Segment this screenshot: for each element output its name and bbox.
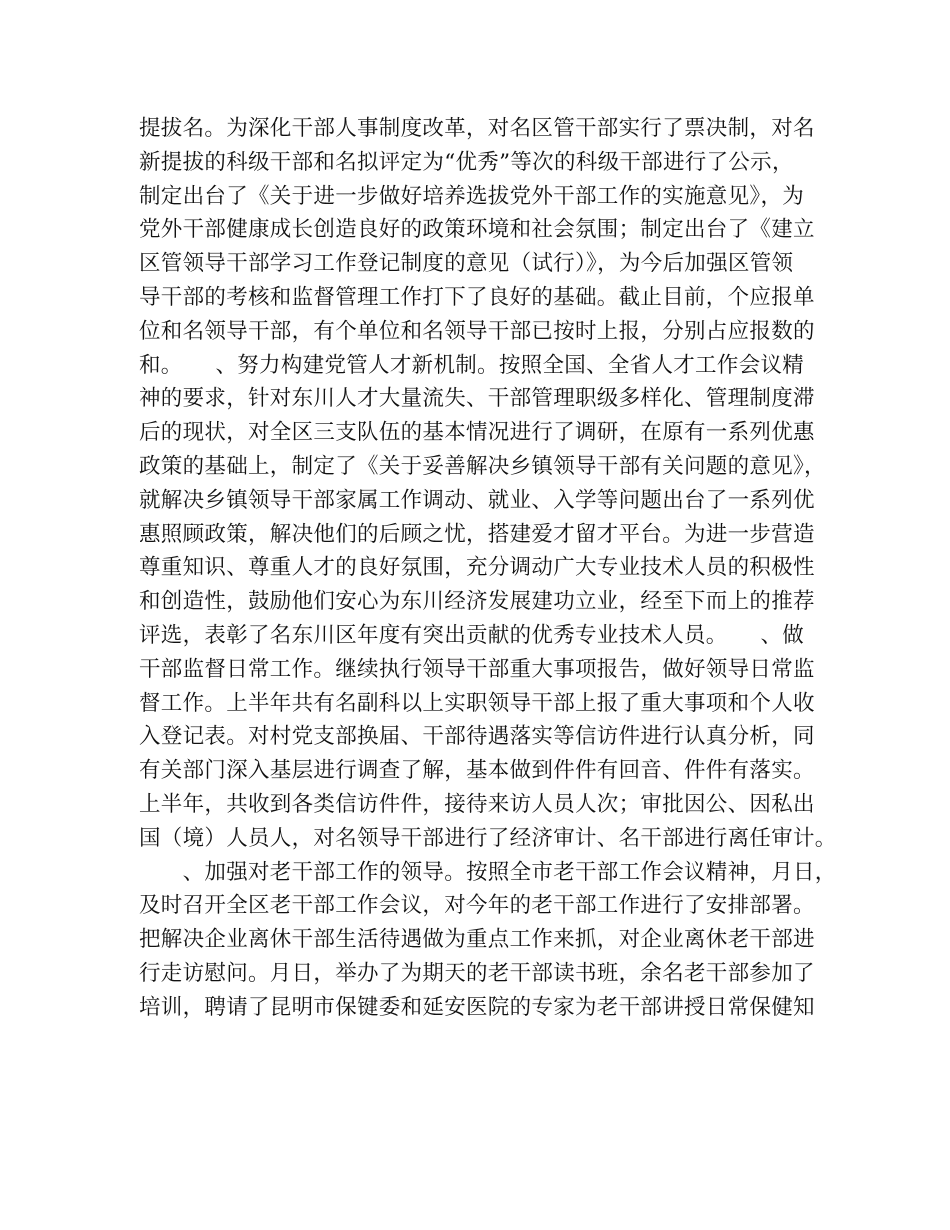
text-line: 导干部的考核和监督管理工作打下了良好的基础。截止目前，个应报单 [139, 284, 815, 310]
text-line: 评选，表彰了名东川区年度有突出贡献的优秀专业技术人员。 、做 [139, 622, 805, 648]
text-line: 区管领导干部学习工作登记制度的意见（试行）》，为今后加强区管领 [139, 251, 794, 277]
text-line: 提拔名。为深化干部人事制度改革，对名区管干部实行了票决制，对名 [139, 116, 815, 141]
text-line: 督工作。上半年共有名副科以上实职领导干部上报了重大事项和个人收 [139, 690, 815, 716]
text-line: 尊重知识、尊重人才的良好氛围，充分调动广大专业技术人员的积极性 [139, 555, 815, 581]
text-line: 制定出台了《关于进一步做好培养选拔党外干部工作的实施意见》，为 [139, 183, 805, 209]
text-line: 有关部门深入基层进行调查了解，基本做到件件有回音、件件有落实。 [139, 758, 815, 784]
text-line: 国（境）人员人，对名领导干部进行了经济审计、名干部进行离任审计。 [139, 825, 837, 851]
text-line: 神的要求，针对东川人才大量流失、干部管理职级多样化、管理制度滞 [139, 386, 815, 412]
text-line: 上半年，共收到各类信访件件，接待来访人员人次；审批因公、因私出 [139, 791, 815, 817]
text-line: 党外干部健康成长创造良好的政策环境和社会氛围；制定出台了《建立 [139, 217, 815, 243]
text-line: 新提拔的科级干部和名拟评定为“优秀”等次的科级干部进行了公示， [139, 149, 794, 175]
text-line: 后的现状，对全区三支队伍的基本情况进行了调研，在原有一系列优惠 [139, 420, 815, 446]
text-line: 把解决企业离休干部生活待遇做为重点工作来抓，对企业离休老干部进 [139, 927, 815, 953]
text-line: 、加强对老干部工作的领导。按照全市老干部工作会议精神，月日， [139, 859, 837, 885]
text-line: 入登记表。对村党支部换届、干部待遇落实等信访件进行认真分析，同 [139, 724, 815, 750]
text-line: 就解决乡镇领导干部家属工作调动、就业、入学等问题出台了一系列优 [139, 487, 815, 513]
body-text [139, 112, 837, 1025]
text-line: 及时召开全区老干部工作会议，对今年的老干部工作进行了安排部署。 [139, 893, 815, 919]
text-line: 惠照顾政策，解决他们的后顾之忧，搭建爱才留才平台。为进一步营造 [139, 521, 815, 547]
text-line: 培训，聘请了昆明市保键委和延安医院的专家为老干部讲授日常保健知 [139, 994, 815, 1020]
text-line: 政策的基础上，制定了《关于妥善解决乡镇领导干部有关问题的意见》， [139, 453, 826, 479]
text-line: 位和名领导干部，有个单位和名领导干部已按时上报，分别占应报数的 [139, 318, 815, 344]
text-line: 和。 、努力构建党管人才新机制。按照全国、全省人才工作会议精 [139, 352, 805, 378]
text-line: 和创造性，鼓励他们安心为东川经济发展建功立业，经至下而上的推荐 [139, 589, 815, 615]
text-line: 干部监督日常工作。继续执行领导干部重大事项报告，做好领导日常监 [139, 656, 815, 682]
text-line: 行走访慰问。月日，举办了为期天的老干部读书班，余名老干部参加了 [139, 960, 815, 986]
